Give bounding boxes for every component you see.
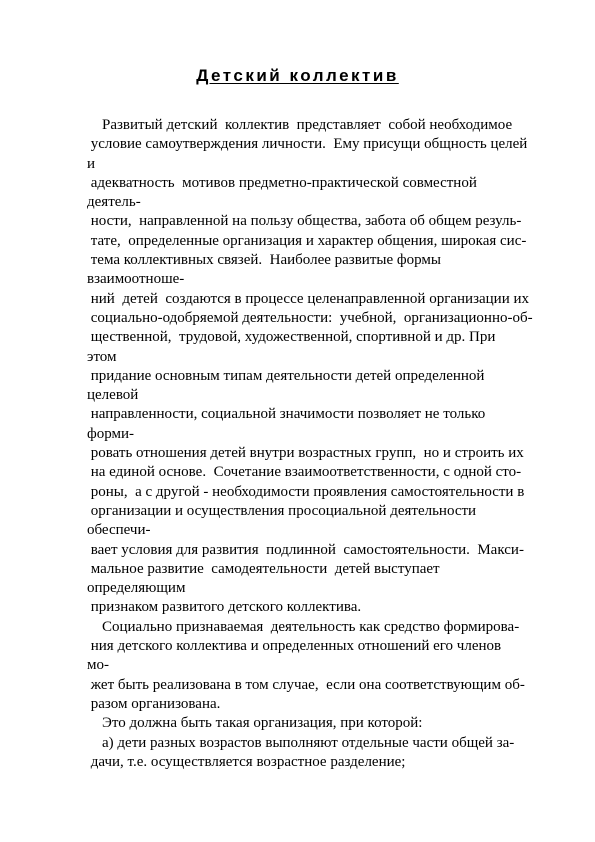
text-line: признаком развитого детского коллектива. <box>87 599 362 616</box>
text-line: ния детского коллектива и определенных отношений его членов <box>87 638 502 655</box>
text-line: Развитый детский коллектив представляет собой необходимое <box>87 117 513 133</box>
text-line: придание основным типам деятельности детей определенной <box>87 367 485 384</box>
text-line: роны, а с другой - необходимости проявления самостоятельности в <box>87 483 525 500</box>
text-line: организации и осуществления просоциальной деятельности <box>87 502 477 519</box>
text-line: Это должна быть такая организация, при которой: <box>87 715 423 732</box>
text-line: определяющим <box>87 580 186 597</box>
text-line: обеспечи- <box>87 522 151 539</box>
text-line: целевой <box>87 387 139 404</box>
text-line: взаимоотноше- <box>87 271 185 288</box>
text-line: дачи, т.е. осуществляется возрастное разделение; <box>87 753 406 770</box>
text-line: социально-одобряемой деятельности: учебной, организационно-об- <box>87 309 533 326</box>
document-body <box>87 116 567 772</box>
text-line: на единой основе. Сочетание взаимоответственности, с одной сто- <box>87 464 522 481</box>
text-line: условие самоутверждения личности. Ему присущи общность целей <box>87 136 528 153</box>
text-line: ности, направленной на пользу общества, забота об общем резуль- <box>87 213 522 230</box>
text-line: жет быть реализована в том случае, если она соответствующим об- <box>87 676 525 693</box>
text-line: тема коллективных связей. Наиболее развитые формы <box>87 252 441 269</box>
text-line: тате, определенные организация и характер общения, широкая сис- <box>87 232 527 249</box>
text-line: разом организована. <box>87 695 221 712</box>
text-line: вает условия для развития подлинной самостоятельности. Макси- <box>87 541 524 558</box>
text-line: а) дети разных возрастов выполняют отдельные части общей за- <box>87 734 515 751</box>
text-line: Социально признаваемая деятельность как средство формирова- <box>87 618 520 635</box>
text-line: этом <box>87 348 117 365</box>
text-line: форми- <box>87 425 135 442</box>
text-line: направленности, социальной значимости позволяет не только <box>87 406 486 423</box>
text-line: ровать отношения детей внутри возрастных групп, но и строить их <box>87 445 524 462</box>
document-title: Детский коллектив <box>196 66 399 85</box>
text-line: ний детей создаются в процессе целенаправленной организации их <box>87 290 530 307</box>
text-line: мо- <box>87 657 109 674</box>
text-line: и <box>87 155 96 172</box>
text-line: мальное развитие самодеятельности детей выступает <box>87 560 440 577</box>
text-line: деятель- <box>87 194 141 211</box>
text-line: адекватность мотивов предметно-практической совместной <box>87 174 477 191</box>
text-line: щественной, трудовой, художественной, спортивной и др. При <box>87 329 496 346</box>
